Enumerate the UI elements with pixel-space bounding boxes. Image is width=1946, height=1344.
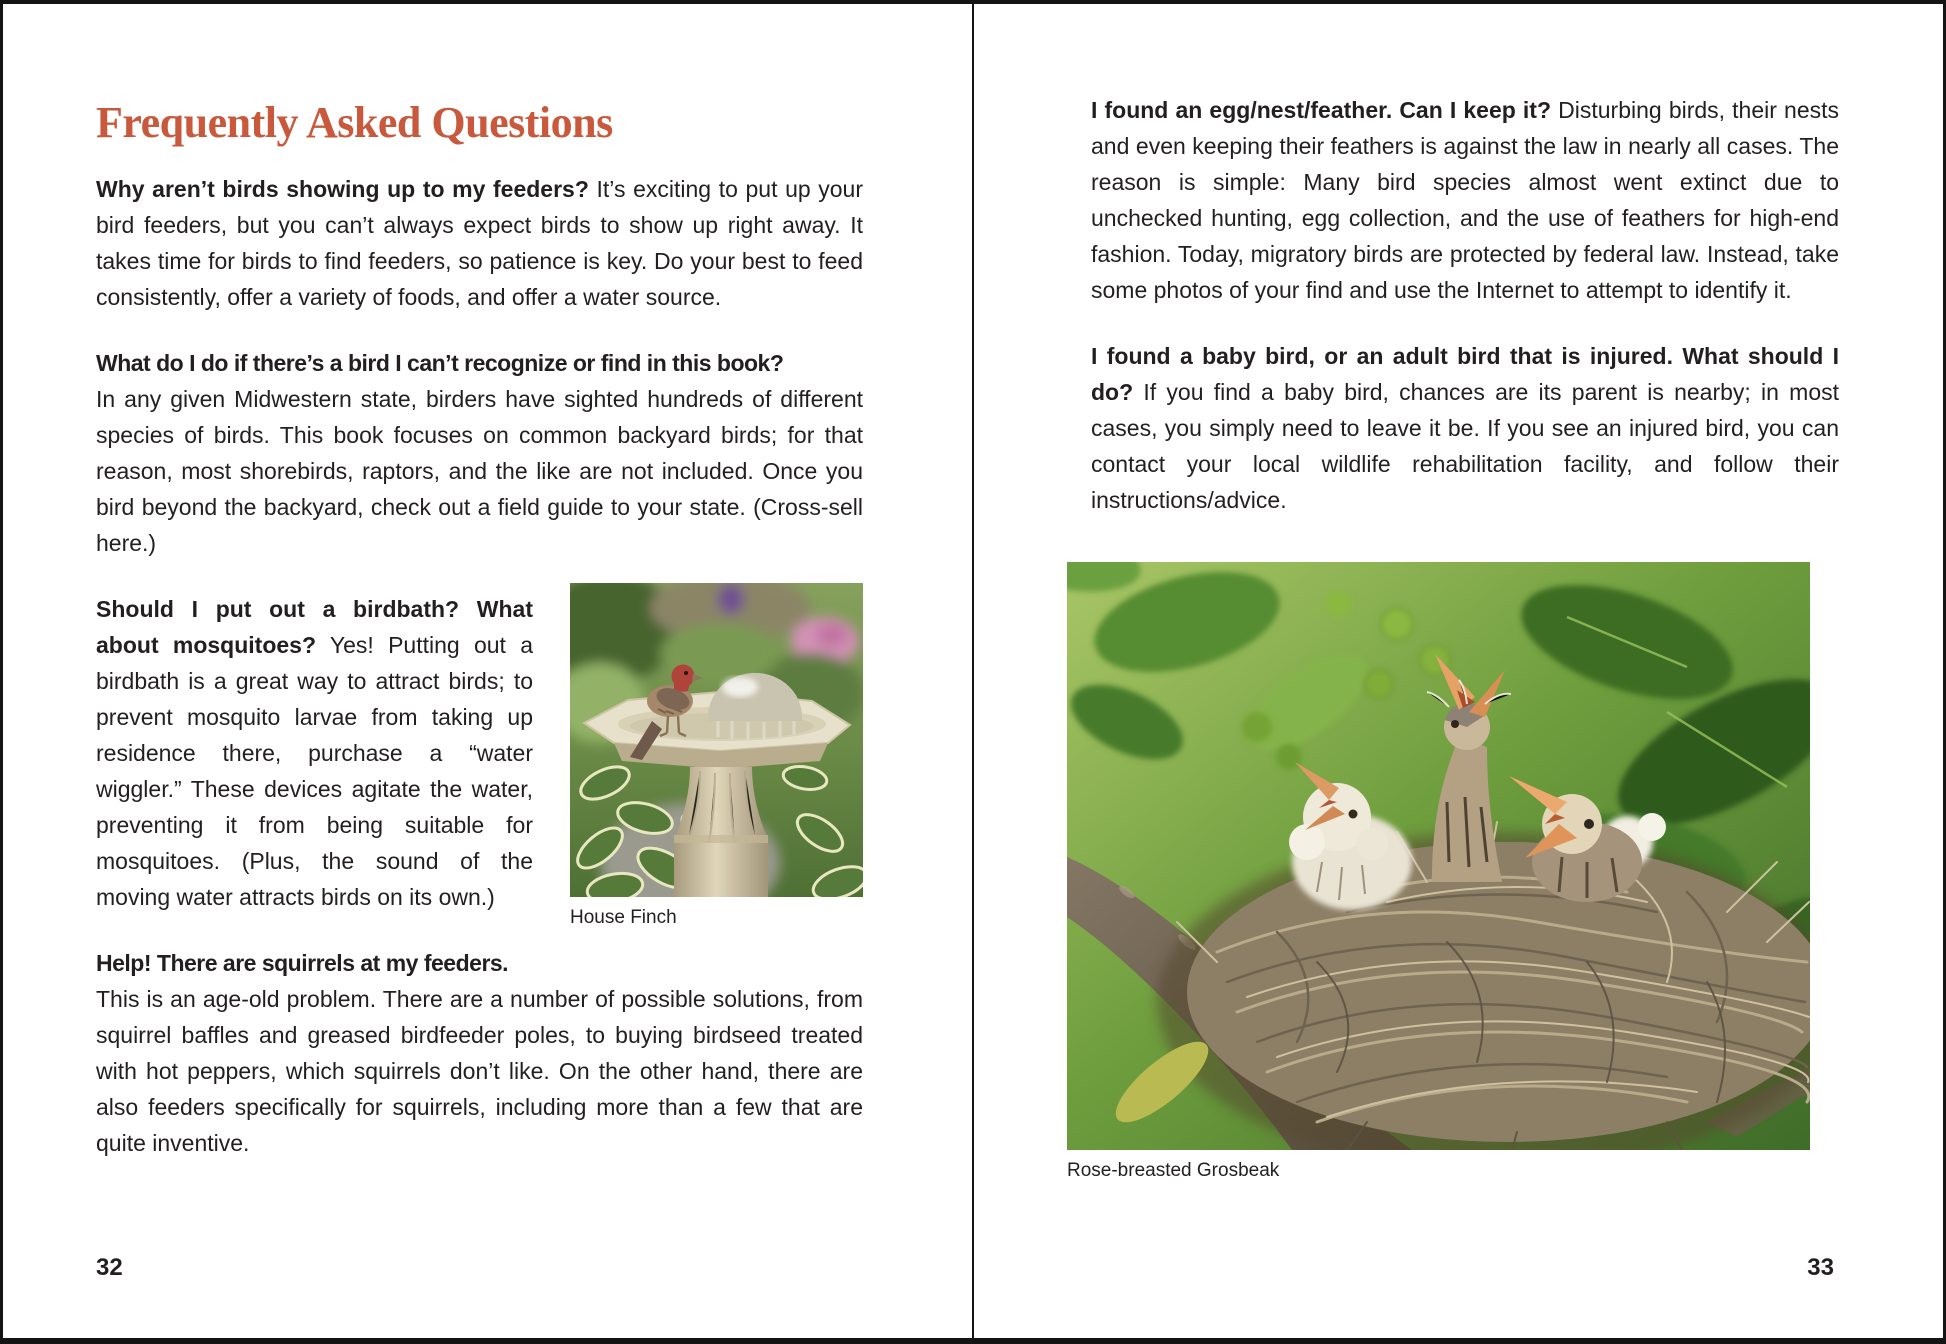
qa-baby-bird-question: I found a baby bird, or an adult bird that is injured. What should I do?: [1091, 343, 1839, 405]
page-number-left: 32: [96, 1254, 123, 1281]
qa-baby-bird-answer: If you find a baby bird, chances are its parent is nearby; in most cases, you simply need to leave it be. If you see an injured bird, you can contact your local wildlife rehabilitation facility, and follow their instructions/advice.: [1091, 379, 1840, 513]
grosbeak-nest-figure: [1067, 562, 1810, 1183]
qa-egg-nest-feather-answer: Disturbing birds, their nests and even keeping their feathers is against the law in nearly all cases. The reason is simple: Many bird species almost went extinct due to unchecked hunting, egg collection, and the use of feathers for high-end fashion. Today, migratory birds are protected by federal law. Instead, take some photos of your find and use the Internet to attempt to identify it.: [1091, 97, 1839, 303]
qa-birdbath-answer: Yes! Putting out a birdbath is a great way to attract birds; to prevent mosquito larvae from taking up residence there, purchase a “water wiggler.” These devices agitate the water, preventing it from being suitable for mosquitoes. (Plus, the sound of the moving water attracts birds on its own.): [96, 631, 533, 910]
house-finch-figure: [570, 583, 863, 930]
qa-feeders-answer: It’s exciting to put up your bird feeders, but you can’t always expect birds to show up right away. It takes time for birds to find feeders, so patience is key. Do your best to feed consistently, offer a variety of foods, and offer a water source.: [96, 175, 864, 310]
qa-recognize-answer: In any given Midwestern state, birders have sighted hundreds of different species of birds. This book focuses on common backyard birds; for that reason, most shorebirds, raptors, and the like are not included. Once you bird beyond the backyard, check out a field guide to your state. (Cross-sell here.): [96, 385, 863, 556]
qa-feeders: [96, 171, 863, 315]
page-number-right: 33: [1807, 1254, 1834, 1281]
page-right: [974, 4, 1946, 1338]
qa-recognize: [96, 345, 863, 561]
qa-egg-nest-feather-question: I found an egg/nest/feather. Can I keep it?: [1091, 97, 1552, 123]
qa-squirrels: [96, 945, 863, 1161]
qa-baby-bird: [1091, 338, 1839, 518]
qa-squirrels-question: Help! There are squirrels at my feeders.: [96, 949, 509, 976]
grosbeak-nest-caption: Rose-breasted Grosbeak: [1067, 1160, 1280, 1181]
page-left: [3, 4, 972, 1338]
qa-squirrels-answer: This is an age-old problem. There are a number of possible solutions, from squirrel baffles and greased birdfeeder poles, to buying birdseed treated with hot peppers, which squirrels don’t like. On the other hand, there are also feeders specifically for squirrels, including more than a few that are quite inventive.: [96, 985, 863, 1156]
page-title: Frequently Asked Questions: [96, 98, 613, 147]
qa-recognize-question: What do I do if there’s a bird I can’t recognize or find in this book?: [96, 349, 784, 376]
qa-birdbath-question: Should I put out a birdbath? What about mosquitoes?: [96, 595, 533, 658]
qa-feeders-question: Why aren’t birds showing up to my feeders?: [96, 175, 589, 202]
house-finch-photo: [570, 583, 863, 897]
grosbeak-nest-photo: [1067, 562, 1810, 1150]
qa-egg-nest-feather: [1091, 92, 1839, 308]
house-finch-caption: House Finch: [570, 906, 677, 928]
